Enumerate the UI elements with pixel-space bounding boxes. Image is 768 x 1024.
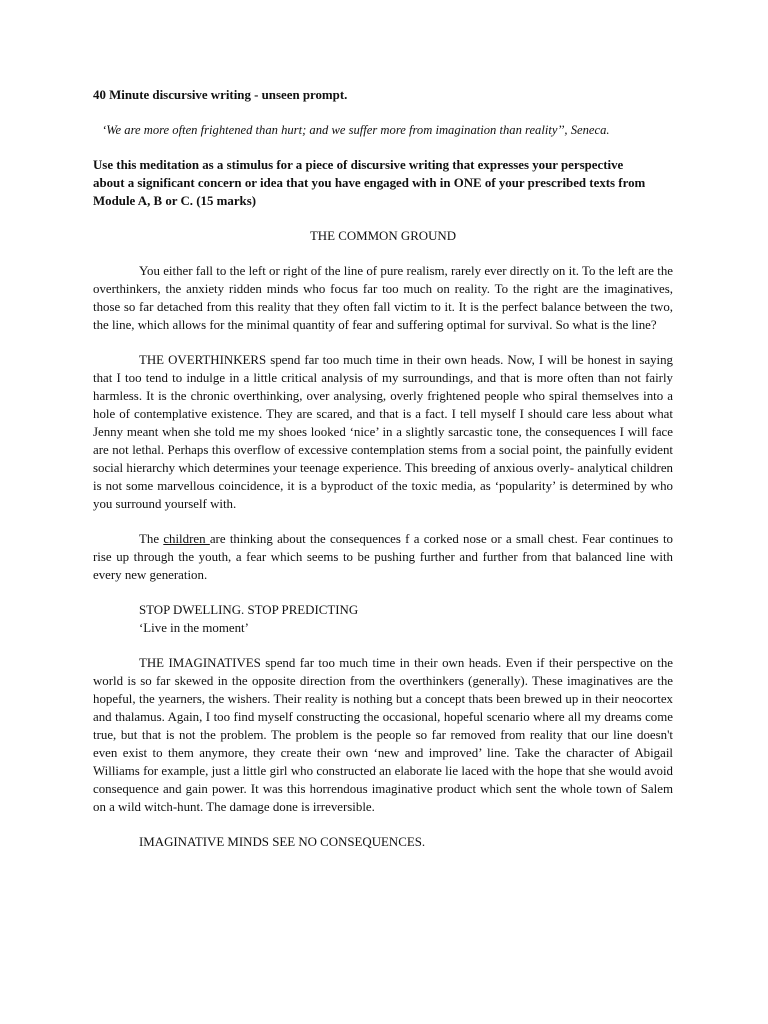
document-body [93,86,673,851]
subheading-live-in-moment: ‘Live in the moment’ [139,621,249,635]
task-instructions: Use this meditation as a stimulus for a piece of discursive writing that expresses your perspective about a significant concern or idea that you have engaged with in ONE of your prescribed texts from Module A, B or C. (15 marks) [93,158,646,208]
document-heading: 40 Minute discursive writing - unseen prompt. [93,88,348,102]
paragraph-children [93,530,673,584]
subheading-block [139,601,673,637]
paragraph-children-rest: are thinking about the consequences f a corked nose or a small chest. Fear continues to rise up through the youth, a fear which seems to be pushing further and further from that balanced line with every new generation. [93,532,673,582]
seneca-quote: ‘We are more often frightened than hurt; and we suffer more from imagination than reality’’, Seneca. [102,123,610,137]
paragraph-overthinkers: THE OVERTHINKERS spend far too much time in their own heads. Now, I will be honest in saying that I too tend to indulge in a little critical analysis of my surroundings, and that is more often than not fairly harmless. It is the chronic overthinking, over analysing, overly frightened people who spiral themselves into a hole of contemplative existence. They are scared, and that is a fact. I tell myself I should care less about what Jenny meant when she told me my shoes looked ‘nice’ in a slightly sarcastic tone, the consequences I will face are not lethal. Perhaps this overflow of excessive contemplation stems from a social point, the painfully evident social hierarchy which determines your teenage experience. This breeding of anxious overly- analytical children is not some marvellous coincidence, it is a byproduct of the toxic media, as ‘popularity’ is determined by who you surround yourself with. [93,353,673,511]
paragraph-intro: You either fall to the left or right of the line of pure realism, rarely ever directly on it. To the left are the overthinkers, the anxiety ridden minds who focus far too much on reality. To the right are the imaginatives, those so far detached from this reality that they often fall victim to it. It is the perfect balance between the two, the line, which allows for the minimal quantity of fear and suffering optimal for survival. So what is the line? [93,264,673,332]
underlined-word-children: children [163,532,210,546]
paragraph-closing-line: IMAGINATIVE MINDS SEE NO CONSEQUENCES. [139,835,426,849]
paragraph-children-lead: The [139,532,164,546]
paragraph-imaginatives: THE IMAGINATIVES spend far too much time in their own heads. Even if their perspective on the world is so far skewed in the opposite direction from the overthinkers (generally). These imaginatives are the hopeful, the yearners, the wishers. Their reality is nothing but a concept thats been brewed up in their neocortex and thalamus. Again, I too find myself constructing the occasional, hopeful scenario where all my dreams come true, but that is not the problem. The problem is the people so far removed from reality that our line doesn't even exist to them anymore, they create their own ‘new and improved’ line. Take the character of Abigail Williams for example, just a little girl who constructed an elaborate lie laced with the hope that she would avoid consequence and gain power. It was this horrendous imaginative product which sent the whole town of Salem on a wild witch-hunt. The damage done is irreversible. [93,656,673,814]
subheading-stop-dwelling: STOP DWELLING. STOP PREDICTING [139,603,359,617]
essay-title: THE COMMON GROUND [309,229,457,243]
